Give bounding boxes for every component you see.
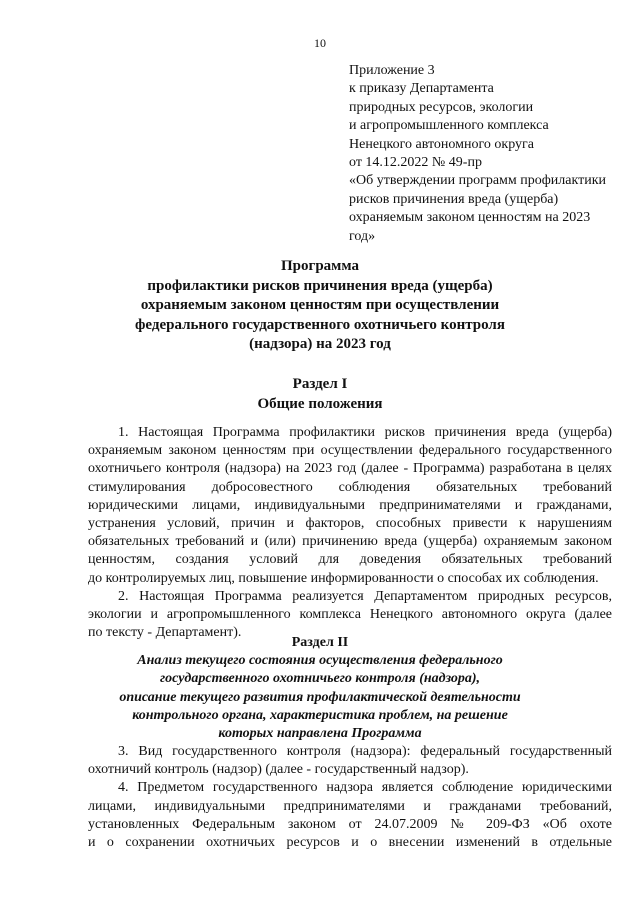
paragraph-line: обязательных требований и (или) причинению вреда (ущерба) охраняемым законом	[88, 534, 612, 550]
appendix-line: «Об утверждении программ профилактики	[349, 173, 607, 189]
paragraph-line: и о сохранении охотничьих ресурсов и о внесении изменений в отдельные	[88, 835, 612, 851]
section-2-number: Раздел II	[291, 635, 349, 650]
title-line: охраняемым законом ценностям при осуществлении	[140, 297, 500, 313]
appendix-line: природных ресурсов, экологии	[349, 99, 534, 115]
program-title	[90, 257, 550, 355]
section-1-title: Общие положения	[257, 395, 383, 412]
paragraph-line: экологии и агропромышленного комплекса Ненецкого автономного округа (далее	[88, 607, 612, 623]
paragraph-line: стимулирования добросовестного соблюдения обязательных требований	[88, 479, 612, 495]
title-line: (надзора) на 2023 год	[249, 336, 391, 352]
section-2-title-line: контрольного органа, характеристика проблем, на решение	[132, 707, 508, 723]
page-number: 10	[314, 36, 326, 50]
section-2-title-line: государственного охотничьего контроля (надзора),	[159, 671, 481, 687]
appendix-line: Приложение 3	[349, 63, 435, 78]
section-1-heading	[0, 375, 640, 414]
paragraph-line: охотничьего контроля (надзора) на 2023 год (далее - Программа) разработана в целях	[88, 461, 612, 477]
appendix-line: Ненецкого автономного округа	[349, 136, 534, 152]
section-1-number: Раздел I	[292, 376, 348, 392]
appendix-line: к приказу Департамента	[349, 81, 494, 97]
paragraph-line: 4. Предметом государственного надзора является соблюдение юридическими	[118, 780, 612, 796]
appendix-line: и агропромышленного комплекса	[349, 118, 549, 134]
appendix-line: год»	[349, 228, 376, 244]
paragraph-line: 2. Настоящая Программа реализуется Департаментом природных ресурсов,	[118, 588, 612, 604]
paragraph-line: 1. Настоящая Программа профилактики рисков причинения вреда (ущерба)	[118, 425, 612, 440]
paragraph-line: лицами, индивидуальными предпринимателями и гражданами требований,	[88, 798, 612, 814]
appendix-line: охраняемым законом ценностям на 2023	[349, 210, 591, 226]
paragraph-line: устранения условий, причин и факторов, способных привести к нарушениям	[88, 516, 612, 532]
appendix-header	[349, 62, 609, 246]
title-line: федерального государственного охотничьего контроля	[135, 316, 505, 333]
section-2-title-line: описание текущего развития профилактической деятельности	[119, 689, 521, 705]
title-line: Программа	[281, 258, 359, 274]
section-2-body	[88, 743, 612, 852]
section-1-body	[88, 424, 612, 642]
paragraph-line: по тексту - Департамент).	[88, 625, 242, 641]
paragraph-1	[88, 424, 612, 588]
paragraph-line: ценностям, создания условий для доведения обязательных требований	[88, 552, 612, 568]
title-line: профилактики рисков причинения вреда (ущерба)	[147, 277, 493, 294]
paragraph-line: установленных Федеральным законом от 24.07.2009 № 209-ФЗ «Об охоте	[88, 816, 612, 832]
paragraph-3	[88, 743, 612, 779]
section-2-title-line: Анализ текущего состояния осуществления федерального	[137, 653, 503, 669]
section-2-heading	[0, 634, 640, 743]
paragraph-line: юридическими лицами, индивидуальными предпринимателями и гражданами,	[88, 497, 612, 513]
paragraph-4	[88, 779, 612, 852]
paragraph-line: охраняемым законом ценностям при осуществлении федерального государственного	[88, 443, 612, 459]
appendix-line: от 14.12.2022 № 49-пр	[349, 155, 482, 171]
appendix-line: рисков причинения вреда (ущерба)	[349, 191, 559, 207]
section-2-title-line: которых направлена Программа	[218, 726, 422, 742]
paragraph-line: 3. Вид государственного контроля (надзора): федеральный государственный	[118, 744, 612, 759]
paragraph-line: до контролируемых лиц, повышение информированности о способах их соблюдения.	[88, 570, 599, 586]
paragraph-line: охотничий контроль (надзор) (далее - государственный надзор).	[88, 762, 469, 778]
